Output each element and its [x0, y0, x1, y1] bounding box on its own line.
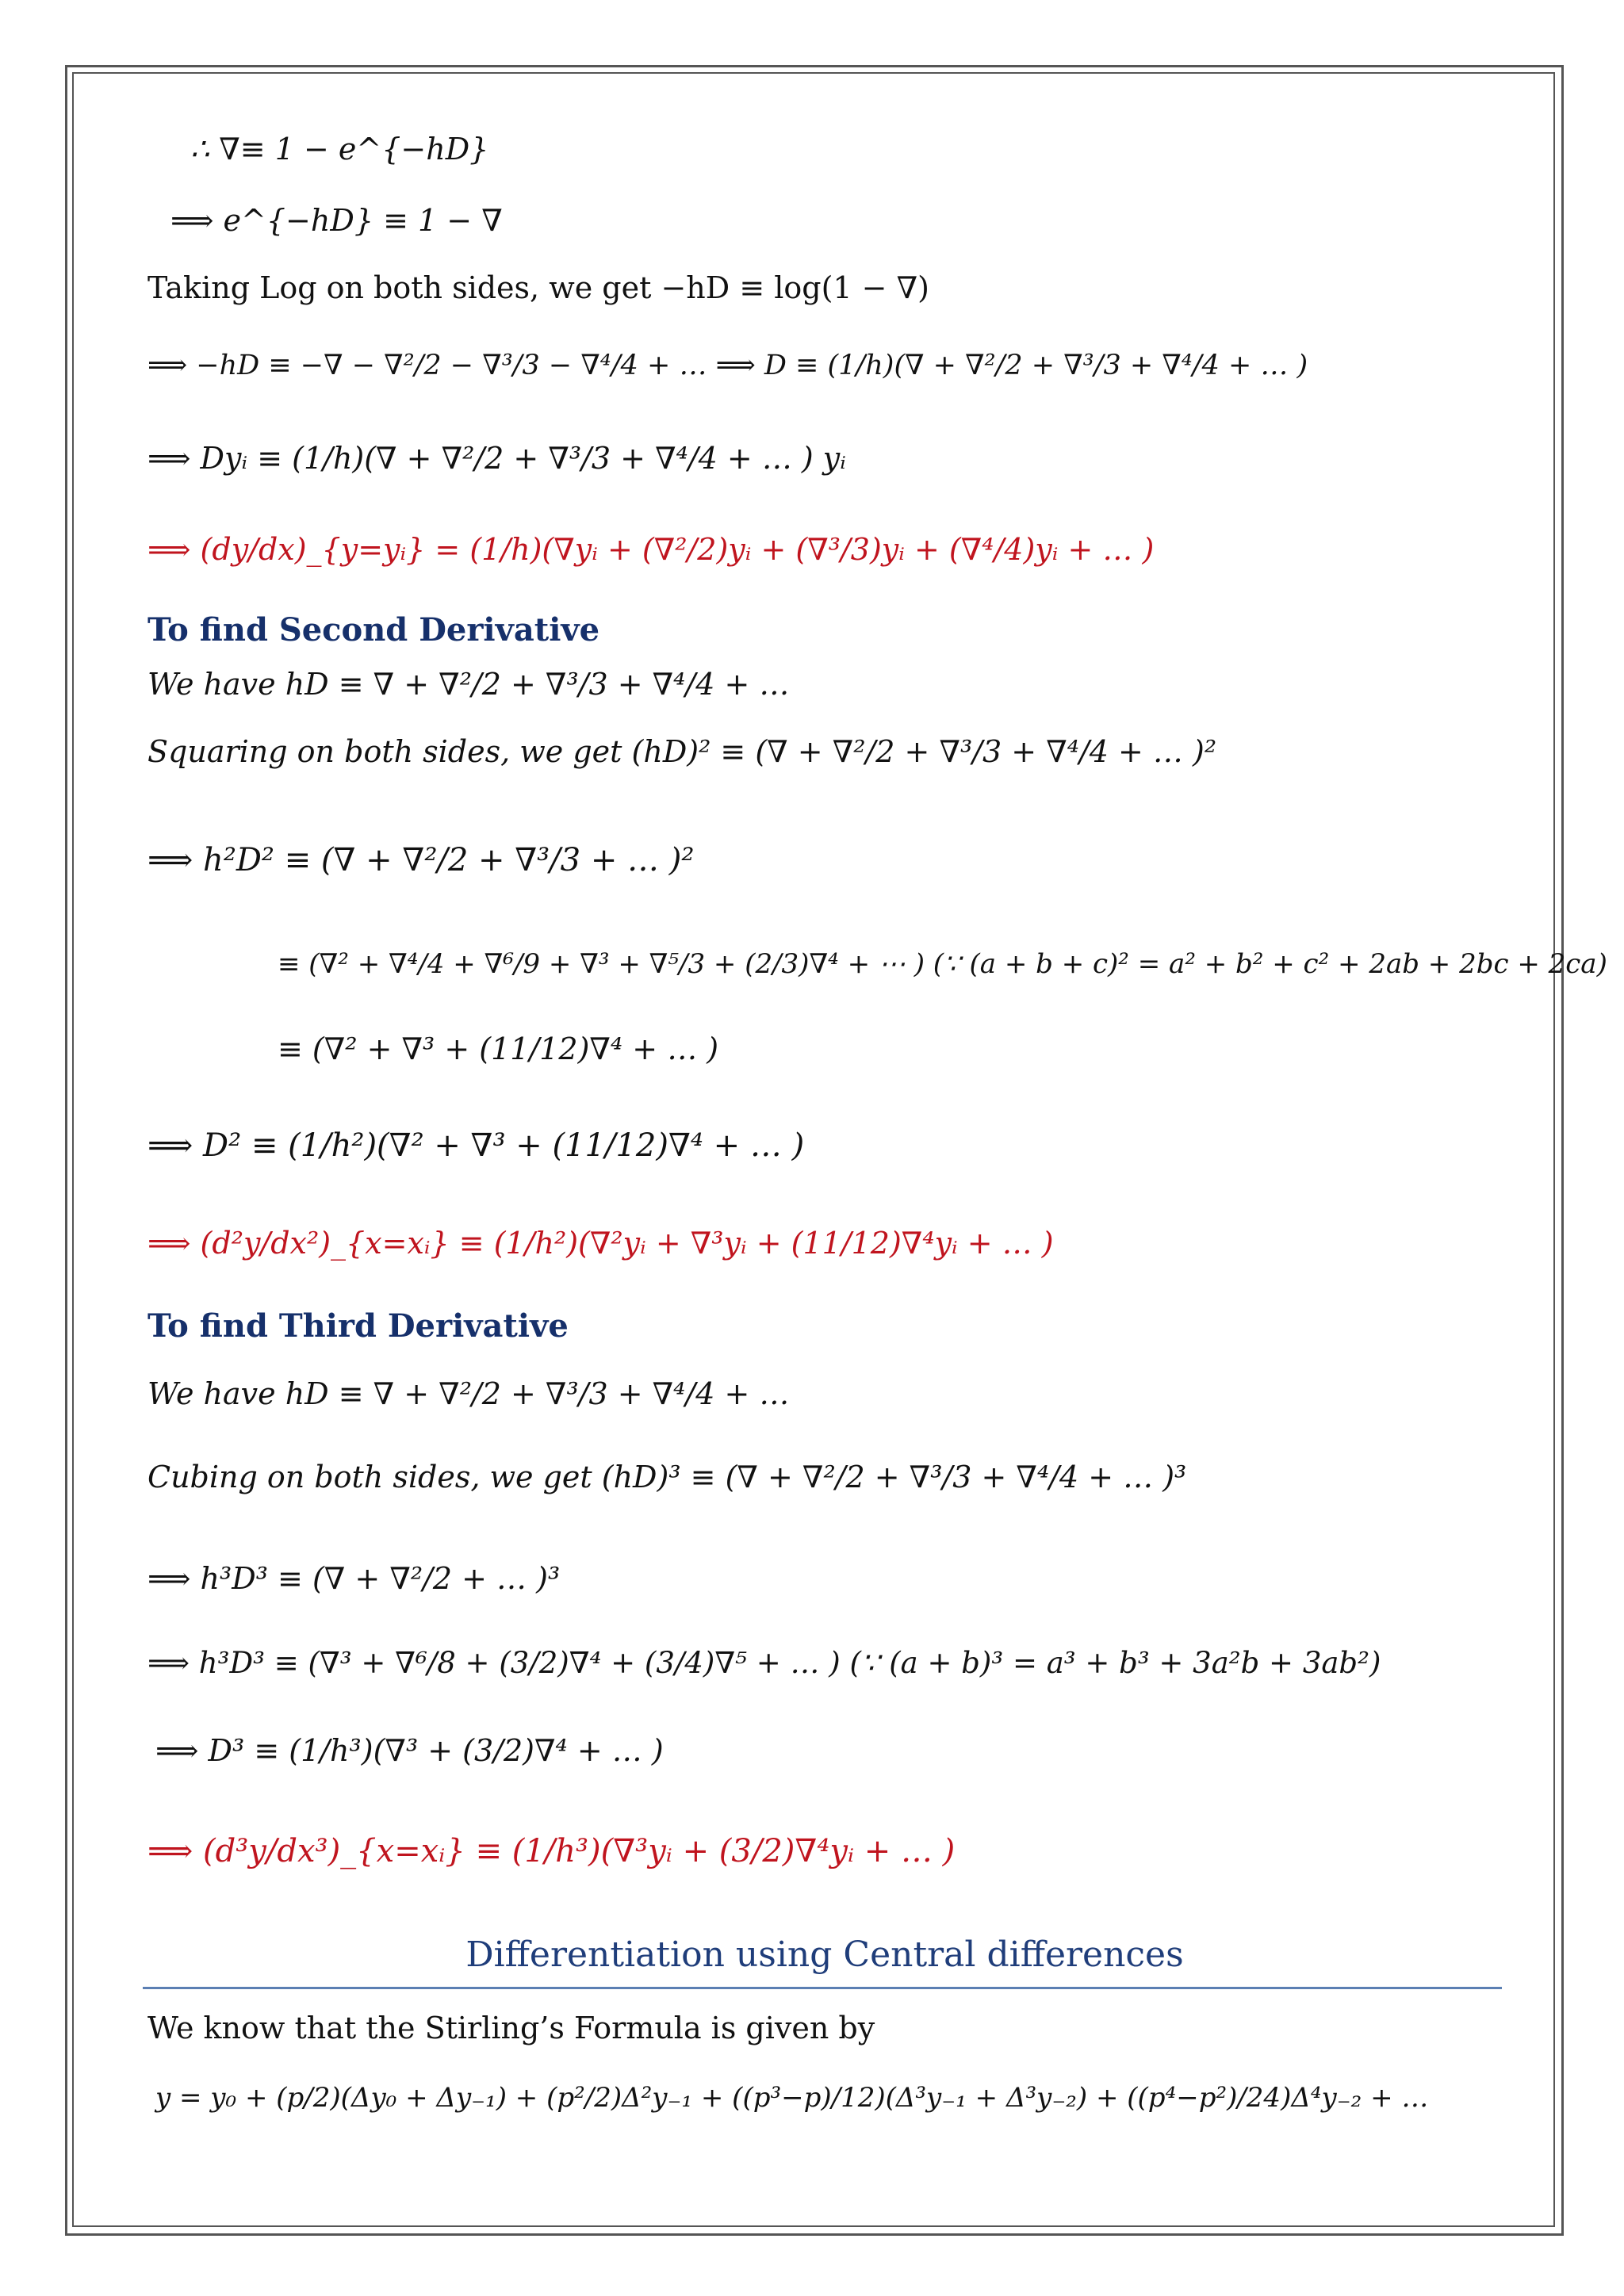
equation-nabla-identity: ∴ ∇≡ 1 − e^{−hD}: [190, 132, 489, 166]
equation-exp-identity: ⟹ e^{−hD} ≡ 1 − ∇: [170, 203, 503, 238]
heading-third-derivative: To find Third Derivative: [147, 1307, 569, 1345]
equation-h2d2: ⟹ h²D² ≡ (∇ + ∇²/2 + ∇³/3 + … )²: [147, 842, 695, 878]
equation-d2: ⟹ D² ≡ (1/h²)(∇² + ∇³ + (11/12)∇⁴ + … ): [147, 1127, 805, 1164]
section-divider: [143, 1987, 1502, 1989]
equation-first-derivative-result: ⟹ (dy/dx)_{y=yᵢ} = (1/h)(∇yᵢ + (∇²/2)yᵢ + (∇³/3)yᵢ + (∇⁴/4)yᵢ + … ): [147, 532, 1155, 567]
section-title-central-differences: Differentiation using Central differences: [465, 1934, 1184, 1975]
text-taking-log: Taking Log on both sides, we get −hD ≡ log(1 − ∇): [147, 270, 929, 305]
equation-stirling-formula: y = y₀ + (p/2)(Δy₀ + Δy₋₁) + (p²/2)Δ²y₋₁ + ((p³−p)/12)(Δ³y₋₁ + Δ³y₋₂) + ((p⁴−p²)/24)Δ⁴y₋₂ + …: [155, 2082, 1429, 2114]
equation-h3d3: ⟹ h³D³ ≡ (∇ + ∇²/2 + … )³: [147, 1561, 561, 1596]
equation-dyi: ⟹ Dyᵢ ≡ (1/h)(∇ + ∇²/2 + ∇³/3 + ∇⁴/4 + … ) yᵢ: [147, 441, 846, 476]
equation-hd-series-2: We have hD ≡ ∇ + ∇²/2 + ∇³/3 + ∇⁴/4 + …: [147, 1376, 790, 1411]
equation-d3: ⟹ D³ ≡ (1/h³)(∇³ + (3/2)∇⁴ + … ): [155, 1733, 664, 1768]
text-stirling-intro: We know that the Stirling’s Formula is given by: [147, 2011, 875, 2045]
equation-hd-series: We have hD ≡ ∇ + ∇²/2 + ∇³/3 + ∇⁴/4 + …: [147, 667, 790, 702]
equation-square-expansion: ≡ (∇² + ∇⁴/4 + ∇⁶/9 + ∇³ + ∇⁵/3 + (2/3)∇⁴ + ⋯ ) (∵ (a + b + c)² = a² + b² + c² + 2ab + 2bc + 2ca): [278, 948, 1607, 980]
equation-third-derivative-result: ⟹ (d³y/dx³)_{x=xᵢ} ≡ (1/h³)(∇³yᵢ + (3/2)∇⁴yᵢ + … ): [147, 1833, 956, 1869]
equation-first-derivative-operator: ⟹ −hD ≡ −∇ − ∇²/2 − ∇³/3 − ∇⁴/4 + … ⟹ D ≡ (1/h)(∇ + ∇²/2 + ∇³/3 + ∇⁴/4 + … ): [147, 350, 1308, 381]
equation-second-derivative-result: ⟹ (d²y/dx²)_{x=xᵢ} ≡ (1/h²)(∇²yᵢ + ∇³yᵢ + (11/12)∇⁴yᵢ + … ): [147, 1226, 1054, 1261]
equation-cube-expansion: ⟹ h³D³ ≡ (∇³ + ∇⁶/8 + (3/2)∇⁴ + (3/4)∇⁵ + … ) (∵ (a + b)³ = a³ + b³ + 3a²b + 3ab²): [147, 1646, 1381, 1680]
equation-cubing: Cubing on both sides, we get (hD)³ ≡ (∇ + ∇²/2 + ∇³/3 + ∇⁴/4 + … )³: [147, 1460, 1187, 1494]
equation-squaring: Squaring on both sides, we get (hD)² ≡ (∇ + ∇²/2 + ∇³/3 + ∇⁴/4 + … )²: [147, 734, 1217, 769]
heading-second-derivative: To find Second Derivative: [147, 611, 600, 649]
equation-square-simplified: ≡ (∇² + ∇³ + (11/12)∇⁴ + … ): [278, 1031, 719, 1066]
